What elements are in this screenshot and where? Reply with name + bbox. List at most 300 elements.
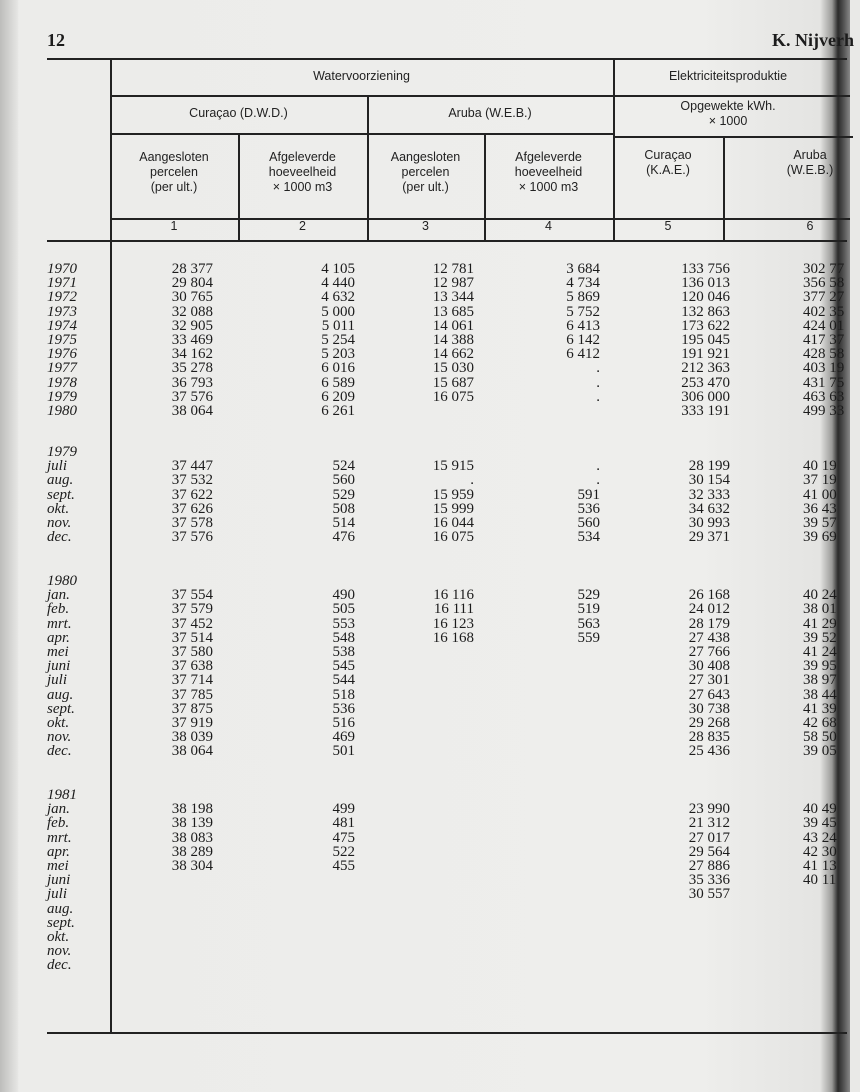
cell-col-5: 23 990	[688, 801, 730, 818]
table-row	[0, 916, 834, 930]
row-label: juli	[47, 458, 68, 475]
table-row	[0, 360, 845, 377]
column-number-2: 2	[299, 219, 306, 233]
page-number: 12	[47, 30, 65, 50]
cell-col-6: 40 19	[803, 458, 837, 475]
cell-col-2: 4 440	[321, 275, 355, 292]
cell-col-5: 34 632	[688, 500, 730, 517]
row-label: sept.	[47, 700, 75, 717]
cell-col-2: 6 261	[321, 402, 355, 419]
header-rule-2	[110, 133, 613, 135]
cell-col-6: 41 00	[803, 486, 837, 503]
cell-col-6: 39 95	[803, 658, 837, 675]
cell-col-2: 5 254	[321, 331, 355, 348]
table-row	[0, 672, 837, 689]
cell-col-4: 591	[577, 486, 600, 503]
column-header-line: percelen	[401, 165, 450, 179]
cell-col-6: 39 05	[803, 743, 837, 760]
cell-col-1: 37 514	[171, 629, 213, 646]
col-divider	[723, 136, 725, 241]
table-row	[0, 944, 834, 958]
cell-col-5: 27 643	[688, 686, 730, 703]
cell-col-1: 37 578	[171, 514, 213, 531]
cell-col-2: 490	[332, 587, 355, 604]
row-label: dec.	[47, 743, 72, 760]
cell-col-3: 12 781	[432, 261, 474, 277]
table-row	[0, 500, 837, 517]
row-label: okt.	[47, 928, 70, 945]
column-header-line: × 1000 m3	[272, 180, 333, 194]
cell-col-1: 38 139	[171, 815, 213, 832]
column-header-4	[484, 150, 613, 195]
cell-col-3: 15 915	[432, 458, 474, 475]
cell-col-6: 356 58	[803, 275, 845, 292]
cell-col-6: 40 11	[803, 872, 837, 889]
cell-col-5: 24 012	[688, 601, 730, 618]
column-header-2	[238, 150, 367, 195]
table-row	[0, 887, 834, 901]
cell-col-2: 501	[332, 743, 355, 760]
cell-col-2: 545	[332, 658, 355, 675]
column-header-line: (per ult.)	[402, 180, 449, 194]
cell-col-3: 16 075	[432, 529, 474, 546]
cell-col-5: 26 168	[688, 587, 730, 604]
column-number-4: 4	[545, 219, 552, 233]
cell-col-2: 469	[332, 729, 355, 746]
header-watervoorziening: Watervoorziening	[313, 69, 410, 83]
cell-col-1: 36 793	[171, 374, 213, 391]
cell-col-6: 403 19	[803, 360, 845, 377]
row-label: 1975	[47, 331, 77, 348]
cell-col-5: 27 301	[688, 672, 730, 689]
cell-col-2: 536	[332, 700, 355, 717]
table-section	[0, 787, 837, 974]
cell-col-1: 30 765	[171, 289, 213, 306]
cell-col-6: 37 19	[803, 472, 837, 489]
cell-col-1: 37 919	[171, 714, 213, 731]
cell-col-6: 41 13	[803, 857, 837, 874]
cell-col-3: 16 116	[433, 587, 474, 604]
table-row	[0, 788, 834, 802]
cell-col-1: 34 162	[171, 346, 213, 363]
table-row	[0, 346, 845, 363]
column-header-line: Aangesloten	[139, 150, 209, 164]
row-label: jan.	[47, 587, 70, 604]
row-label: juni	[47, 872, 71, 889]
table-row	[0, 958, 834, 972]
cell-col-3: 15 999	[432, 500, 474, 517]
cell-col-2: 476	[332, 529, 355, 546]
cell-col-2: 4 632	[321, 289, 355, 306]
cell-col-2: 5 000	[321, 303, 355, 320]
row-label: mei	[47, 857, 69, 874]
cell-col-1: 32 088	[171, 303, 213, 320]
column-header-line: percelen	[150, 165, 198, 179]
cell-col-4: 536	[577, 500, 600, 517]
column-number-6: 6	[806, 219, 814, 233]
column-number-5: 5	[664, 219, 672, 233]
cell-col-6: 41 29	[803, 615, 837, 632]
table-row	[0, 317, 845, 334]
table-row	[0, 629, 837, 646]
cell-col-5: 191 921	[681, 346, 730, 363]
column-header-5	[613, 148, 723, 178]
cell-col-5: 27 017	[688, 829, 730, 846]
column-header-line: Afgeleverde	[269, 150, 336, 164]
cell-col-1: 37 447	[171, 458, 213, 475]
column-header-line: Aangesloten	[390, 150, 461, 164]
cell-col-1: 37 532	[171, 472, 213, 489]
cell-col-4: .	[596, 360, 600, 377]
cell-col-4: 519	[577, 601, 600, 618]
cell-col-3: 15 030	[432, 360, 474, 377]
cell-col-6: 39 45	[803, 815, 837, 832]
cell-col-3: 14 662	[432, 346, 474, 363]
table-row	[0, 472, 837, 489]
row-label: sept.	[47, 914, 75, 931]
table-bottom-rule	[47, 1032, 847, 1034]
cell-col-4: 5 752	[566, 303, 600, 320]
row-label: 1979	[47, 388, 77, 405]
table-row	[0, 587, 837, 604]
cell-col-6: 402 35	[803, 303, 845, 320]
cell-col-2: 560	[332, 472, 355, 489]
row-label: 1977	[47, 360, 77, 377]
table-row	[0, 275, 845, 292]
cell-col-4: 529	[577, 587, 600, 604]
row-label: 1980	[47, 402, 77, 419]
table-row	[0, 857, 837, 874]
cell-col-1: 37 554	[171, 587, 213, 604]
cell-col-1: 37 638	[171, 658, 213, 675]
cell-col-3: 12 987	[432, 275, 474, 292]
cell-col-6: 428 58	[803, 346, 845, 363]
table-row	[0, 643, 837, 660]
cell-col-1: 33 469	[171, 331, 213, 348]
cell-col-6: 302 77	[803, 261, 845, 277]
table-row	[0, 486, 837, 503]
cell-col-2: 508	[332, 500, 355, 517]
table-row	[0, 402, 845, 419]
cell-col-3: 16 123	[432, 615, 474, 632]
table-row	[0, 289, 845, 306]
cell-col-1: 37 626	[171, 500, 213, 517]
cell-col-1: 38 064	[171, 402, 213, 419]
cell-col-1: 37 452	[171, 615, 213, 632]
table-row	[0, 445, 834, 459]
cell-col-4: 4 734	[566, 275, 600, 292]
cell-col-2: 529	[332, 486, 355, 503]
cell-col-5: 253 470	[681, 374, 730, 391]
column-number-3: 3	[422, 219, 429, 233]
table-row	[0, 529, 837, 546]
row-label: mrt.	[47, 615, 72, 632]
table-row	[0, 601, 837, 618]
cell-col-6: 38 97	[803, 672, 837, 689]
cell-col-2: 505	[332, 601, 355, 618]
row-label: juli	[47, 672, 68, 689]
column-header-line: (K.A.E.)	[646, 163, 690, 177]
column-header-line: Curaçao	[644, 148, 692, 162]
cell-col-6: 39 69	[803, 529, 837, 546]
cell-col-4: 534	[577, 529, 600, 546]
cell-col-6: 499 33	[803, 402, 845, 419]
row-label: nov.	[47, 943, 72, 960]
cell-col-1: 32 905	[171, 317, 213, 334]
cell-col-2: 544	[332, 672, 355, 689]
cell-col-5: 25 436	[688, 743, 730, 760]
header-elektriciteitsproduktie: Elektriciteitsproduktie	[668, 69, 788, 83]
cell-col-5: 30 557	[688, 886, 730, 903]
table-row	[0, 801, 837, 818]
cell-col-6: 41 24	[803, 643, 837, 660]
header-curacao-dwd: Curaçao (D.W.D.)	[189, 106, 288, 120]
cell-col-6: 424 01	[803, 317, 845, 334]
cell-col-1: 38 289	[171, 843, 213, 860]
column-header-line: Aruba	[793, 148, 827, 162]
cell-col-3: 16 111	[433, 601, 474, 618]
row-label: feb.	[47, 601, 70, 618]
row-label: okt.	[47, 714, 70, 731]
cell-col-4: .	[596, 458, 600, 475]
row-label: aug.	[47, 900, 74, 917]
cell-col-5: 195 045	[681, 331, 730, 348]
row-label: mrt.	[47, 829, 72, 846]
cell-col-2: 538	[332, 643, 355, 660]
cell-col-6: 42 68	[803, 714, 837, 731]
header-line: × 1000	[708, 114, 748, 128]
cell-col-3: 14 061	[432, 317, 474, 334]
cell-col-4: 5 869	[566, 289, 600, 306]
header-bottom-rule	[47, 240, 847, 242]
table-row	[0, 686, 837, 703]
cell-col-4: 3 684	[566, 261, 600, 277]
cell-col-5: 21 312	[688, 815, 730, 832]
cell-col-2: 522	[332, 843, 355, 860]
row-label: 1978	[47, 374, 77, 391]
cell-col-2: 514	[332, 514, 355, 531]
cell-col-2: 499	[332, 801, 355, 818]
cell-col-5: 120 046	[681, 289, 730, 306]
cell-col-2: 548	[332, 629, 355, 646]
cell-col-3: .	[470, 472, 474, 489]
row-label: juli	[47, 886, 68, 903]
table-top-rule	[47, 58, 847, 60]
cell-col-1: 29 804	[171, 275, 213, 292]
cell-col-5: 30 408	[688, 658, 730, 675]
cell-col-6: 39 57	[803, 514, 837, 531]
cell-col-5: 29 564	[688, 843, 730, 860]
row-label: apr.	[47, 629, 70, 646]
cell-col-5: 35 336	[688, 872, 730, 889]
cell-col-6: 39 52	[803, 629, 837, 646]
table-row	[0, 615, 837, 632]
column-header-line: (W.E.B.)	[786, 163, 834, 177]
column-number-1: 1	[170, 219, 178, 233]
cell-col-1: 35 278	[171, 360, 213, 377]
cell-col-6: 41 39	[803, 700, 837, 717]
cell-col-3: 13 344	[432, 289, 474, 306]
cell-col-2: 5 011	[321, 317, 355, 334]
cell-col-1: 38 198	[171, 801, 213, 818]
cell-col-5: 132 863	[681, 303, 730, 320]
cell-col-4: .	[596, 374, 600, 391]
cell-col-1: 37 576	[171, 388, 213, 405]
cell-col-4: 559	[577, 629, 600, 646]
row-label: 1973	[47, 303, 77, 320]
cell-col-5: 27 438	[688, 629, 730, 646]
table-row	[0, 374, 845, 391]
cell-col-5: 29 371	[688, 529, 730, 546]
cell-col-5: 306 000	[681, 388, 730, 405]
header-opgewekte-kwh	[613, 99, 843, 129]
cell-col-1: 38 083	[171, 829, 213, 846]
table-row	[0, 843, 837, 860]
cell-col-1: 37 622	[171, 486, 213, 503]
cell-col-5: 32 333	[688, 486, 730, 503]
table-row	[0, 743, 837, 760]
cell-col-5: 27 886	[688, 857, 730, 874]
row-label: 1981	[47, 787, 77, 803]
cell-col-6: 377 27	[803, 289, 845, 306]
table-section	[0, 261, 845, 419]
table-row	[0, 658, 837, 675]
column-header-6	[760, 148, 860, 178]
cell-col-2: 518	[332, 686, 355, 703]
row-label: nov.	[47, 729, 72, 746]
cell-col-5: 30 154	[688, 472, 730, 489]
cell-col-3: 16 044	[432, 514, 474, 531]
table-row	[0, 574, 834, 588]
header-rule-2b	[613, 136, 853, 138]
row-label: 1974	[47, 317, 77, 334]
cell-col-2: 524	[332, 458, 355, 475]
row-label: 1979	[47, 444, 77, 460]
table-row	[0, 930, 834, 944]
cell-col-6: 42 30	[803, 843, 837, 860]
cell-col-6: 463 63	[803, 388, 845, 405]
column-header-line: (per ult.)	[150, 180, 198, 194]
table-section	[0, 573, 837, 760]
cell-col-1: 28 377	[171, 261, 213, 277]
column-header-line: hoeveelheid	[514, 165, 583, 179]
row-label: 1970	[47, 261, 77, 277]
cell-col-5: 28 179	[688, 615, 730, 632]
header-line: Opgewekte kWh.	[680, 99, 776, 113]
row-label: sept.	[47, 486, 75, 503]
cell-col-1: 38 304	[171, 857, 213, 874]
row-label: aug.	[47, 686, 74, 703]
cell-col-4: 560	[577, 514, 600, 531]
row-label: dec.	[47, 957, 72, 974]
cell-col-5: 133 756	[681, 261, 730, 277]
cell-col-5: 212 363	[681, 360, 730, 377]
table-row	[0, 261, 845, 277]
cell-col-1: 37 785	[171, 686, 213, 703]
cell-col-1: 37 580	[171, 643, 213, 660]
table-section	[0, 444, 837, 546]
cell-col-6: 417 37	[803, 331, 845, 348]
row-label: aug.	[47, 472, 74, 489]
table-row	[0, 829, 837, 846]
cell-col-1: 37 576	[171, 529, 213, 546]
cell-col-2: 516	[332, 714, 355, 731]
cell-col-2: 6 016	[321, 360, 355, 377]
cell-col-4: .	[596, 472, 600, 489]
row-label: 1971	[47, 275, 77, 292]
cell-col-3: 15 959	[432, 486, 474, 503]
cell-col-6: 43 24	[803, 829, 837, 846]
row-label: 1980	[47, 573, 77, 589]
column-header-line: × 1000 m3	[518, 180, 579, 194]
cell-col-3: 15 687	[432, 374, 474, 391]
cell-col-6: 40 24	[803, 587, 837, 604]
cell-col-3: 14 388	[432, 331, 474, 348]
cell-col-1: 38 039	[171, 729, 213, 746]
cell-col-5: 30 993	[688, 514, 730, 531]
cell-col-2: 553	[332, 615, 355, 632]
cell-col-2: 475	[332, 829, 355, 846]
column-header-line: Afgeleverde	[515, 150, 582, 164]
cell-col-2: 6 209	[321, 388, 355, 405]
cell-col-5: 28 199	[688, 458, 730, 475]
cell-col-1: 37 579	[171, 601, 213, 618]
header-aruba-web: Aruba (W.E.B.)	[448, 106, 532, 120]
row-label: dec.	[47, 529, 72, 546]
cell-col-2: 455	[332, 857, 355, 874]
cell-col-1: 38 064	[171, 743, 213, 760]
cell-col-5: 29 268	[688, 714, 730, 731]
cell-col-4: 6 142	[566, 331, 600, 348]
cell-col-3: 13 685	[432, 303, 474, 320]
cell-col-6: 58 50	[803, 729, 837, 746]
cell-col-6: 431 75	[803, 374, 845, 391]
row-label: okt.	[47, 500, 70, 517]
row-label: 1976	[47, 346, 77, 363]
cell-col-6: 40 49	[803, 801, 837, 818]
cell-col-5: 28 835	[688, 729, 730, 746]
table-row	[0, 714, 837, 731]
table-row	[0, 700, 837, 717]
cell-col-4: 563	[577, 615, 600, 632]
cell-col-2: 5 203	[321, 346, 355, 363]
table-row	[0, 729, 837, 746]
cell-col-2: 481	[332, 815, 355, 832]
cell-col-1: 37 875	[171, 700, 213, 717]
cell-col-2: 4 105	[321, 261, 355, 277]
cell-col-3: 16 168	[432, 629, 474, 646]
row-label: apr.	[47, 843, 70, 860]
table-row	[0, 458, 837, 475]
table-row	[0, 331, 845, 348]
cell-col-5: 333 191	[681, 402, 730, 419]
row-label: nov.	[47, 514, 72, 531]
cell-col-6: 38 44	[803, 686, 837, 703]
cell-col-5: 173 622	[681, 317, 730, 334]
table-row	[0, 514, 837, 531]
table-row	[0, 388, 845, 405]
cell-col-4: 6 412	[566, 346, 600, 363]
cell-col-4: 6 413	[566, 317, 600, 334]
cell-col-4: .	[596, 388, 600, 405]
column-header-1	[110, 150, 238, 195]
row-label: mei	[47, 643, 69, 660]
cell-col-5: 136 013	[681, 275, 730, 292]
cell-col-6: 36 43	[803, 500, 837, 517]
table-row	[0, 902, 834, 916]
cell-col-5: 27 766	[688, 643, 730, 660]
table-row	[0, 872, 837, 889]
